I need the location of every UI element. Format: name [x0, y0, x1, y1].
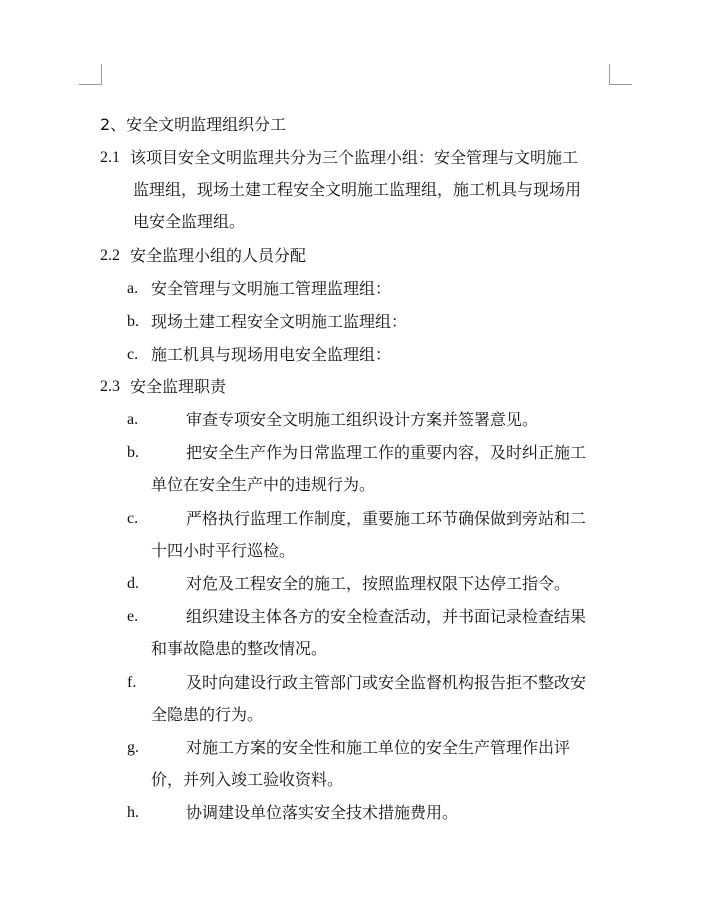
duty-marker-h: h.: [127, 804, 139, 821]
duty-g-line-2: 价，并列入竣工验收资料。: [151, 770, 344, 789]
section-2-2-title: 安全监理小组的人员分配: [130, 246, 307, 265]
duty-f-line-2: 全隐患的行为。: [151, 705, 264, 724]
duty-marker-d: d.: [127, 575, 139, 592]
duty-d-line-1: 对危及工程安全的施工，按照监理权限下达停工指令。: [186, 574, 571, 593]
duty-marker-e: e.: [127, 608, 139, 625]
section-2-1-line-3: 电安全监理组。: [133, 212, 246, 231]
section-2-3-number: 2.3: [100, 378, 120, 395]
duty-marker-a: a.: [127, 411, 139, 428]
list-item-marker: c.: [127, 346, 139, 363]
section-heading: 2、安全文明监理组织分工: [100, 115, 287, 134]
list-item-text: 安全管理与文明施工管理监理组：: [151, 279, 392, 298]
crop-mark-top-left: [79, 64, 102, 85]
duty-a-line-1: 审查专项安全文明施工组织设计方案并签署意见。: [186, 410, 539, 429]
section-2-1-line-1: 该项目安全文明监理共分为三个监理小组：安全管理与文明施工: [130, 148, 579, 167]
duty-c-line-1: 严格执行监理工作制度，重要施工环节确保做到旁站和二: [186, 509, 587, 528]
section-2-1-line-2: 监理组，现场土建工程安全文明施工监理组，施工机具与现场用: [133, 180, 582, 199]
section-2-2-number: 2.2: [100, 247, 120, 264]
section-2-1-number: 2.1: [100, 149, 120, 166]
list-item-text: 现场土建工程安全文明施工监理组：: [151, 312, 408, 331]
list-item-text: 施工机具与现场用电安全监理组：: [151, 345, 392, 364]
duty-b-line-1: 把安全生产作为日常监理工作的重要内容，及时纠正施工: [186, 443, 587, 462]
duty-marker-g: g.: [127, 739, 139, 756]
duty-e-line-2: 和事故隐患的整改情况。: [151, 639, 328, 658]
duty-marker-f: f.: [127, 674, 137, 691]
duty-c-line-2: 十四小时平行巡检。: [151, 541, 296, 560]
section-2-3-title: 安全监理职责: [130, 377, 227, 396]
duty-f-line-1: 及时向建设行政主管部门或安全监督机构报告拒不整改安: [186, 673, 587, 692]
duty-b-line-2: 单位在安全生产中的违规行为。: [151, 475, 376, 494]
duty-marker-b: b.: [127, 444, 139, 461]
duty-h-line-1: 协调建设单位落实安全技术措施费用。: [186, 803, 459, 822]
duty-e-line-1: 组织建设主体各方的安全检查活动，并书面记录检查结果: [186, 607, 587, 626]
crop-mark-top-right: [609, 64, 632, 85]
list-item-marker: a.: [127, 280, 139, 297]
list-item-marker: b.: [127, 313, 139, 330]
duty-g-line-1: 对施工方案的安全性和施工单位的安全生产管理作出评: [186, 738, 571, 757]
duty-marker-c: c.: [127, 510, 139, 527]
